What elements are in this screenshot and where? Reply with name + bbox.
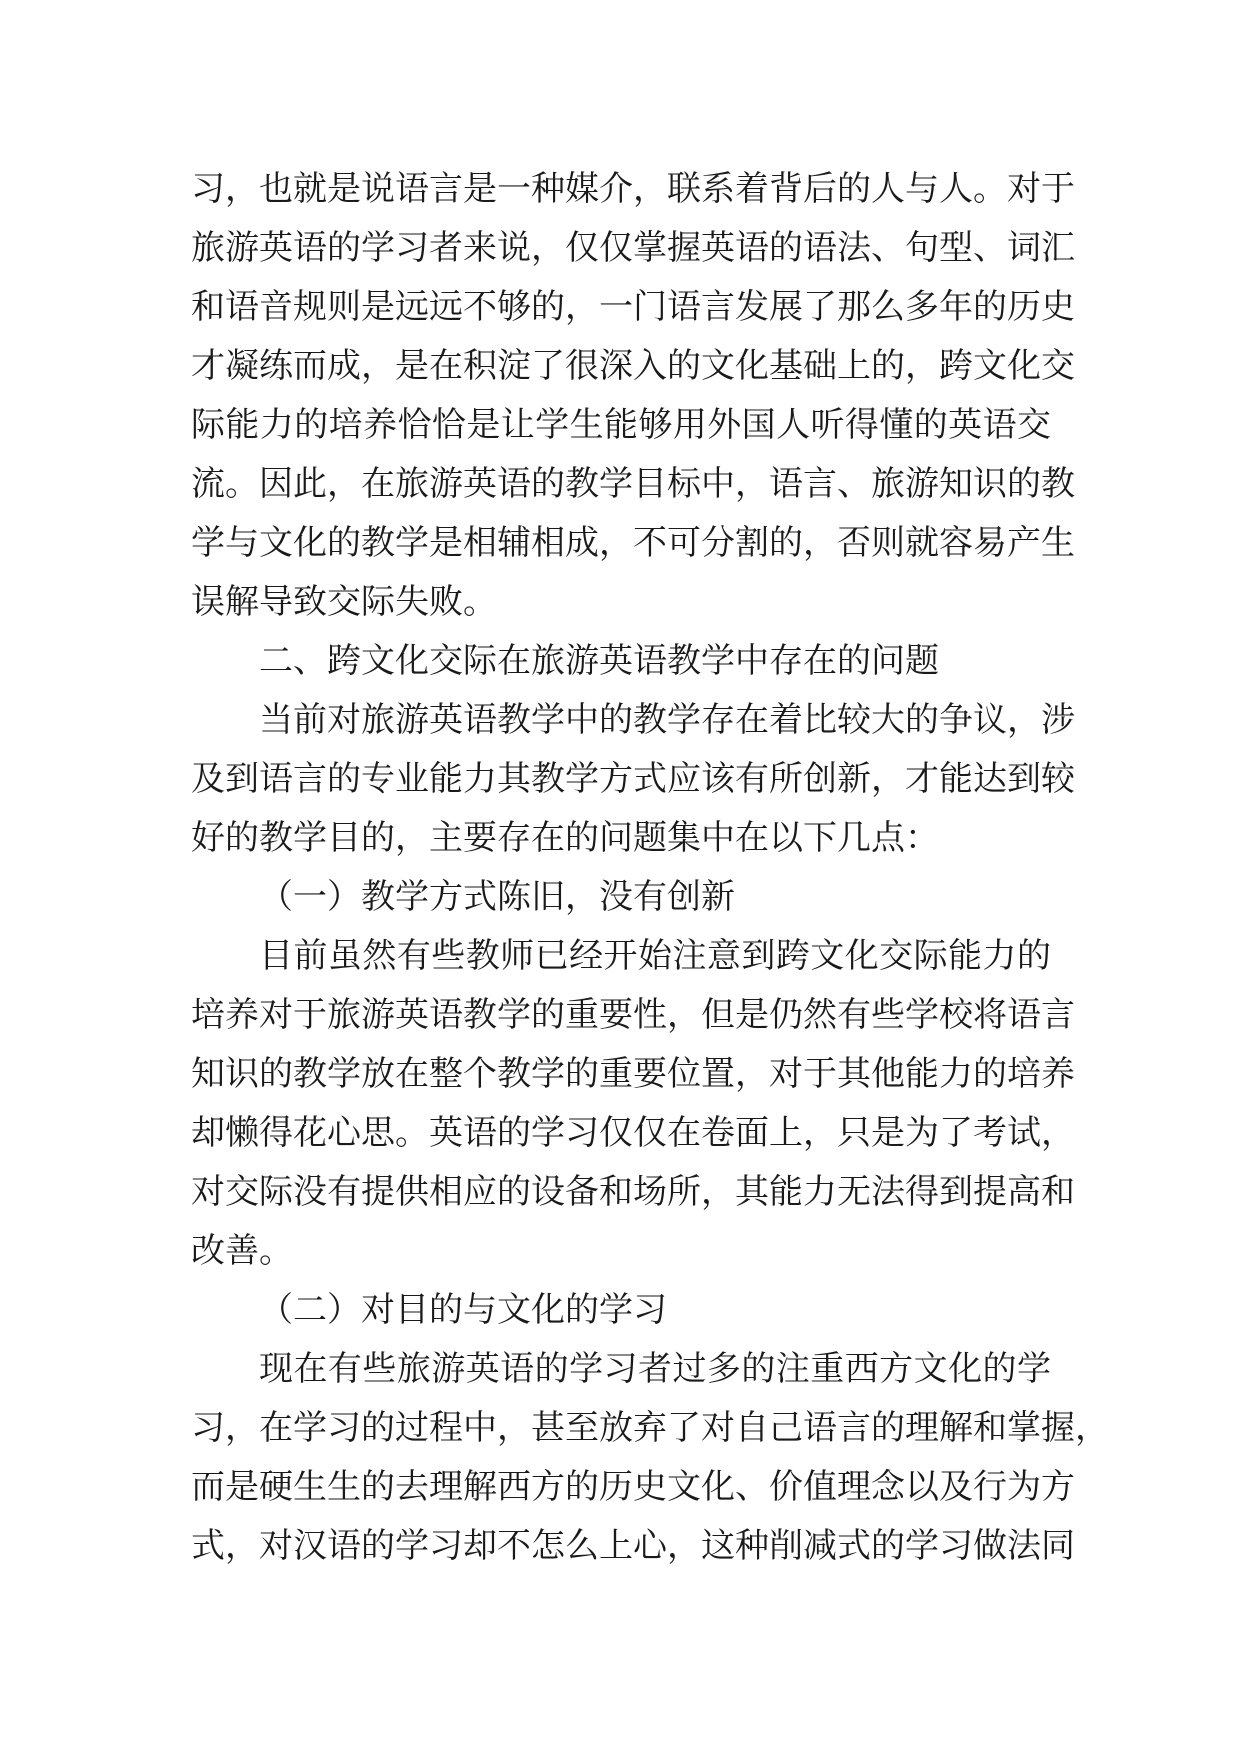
text-line: 知识的教学放在整个教学的重要位置，对于其他能力的培养: [191, 1054, 1075, 1094]
text-line: 流。因此，在旅游英语的教学目标中，语言、旅游知识的教: [191, 464, 1075, 504]
text-line: 培养对于旅游英语教学的重要性，但是仍然有些学校将语言: [191, 995, 1075, 1035]
text-line: 当前对旅游英语教学中的教学存在着比较大的争议，涉: [259, 700, 1075, 740]
text-line: 误解导致交际失败。: [191, 582, 497, 622]
text-line: 及到语言的专业能力其教学方式应该有所创新，才能达到较: [191, 759, 1075, 799]
text-line: 旅游英语的学习者来说，仅仅掌握英语的语法、句型、词汇: [191, 228, 1075, 268]
text-line: 际能力的培养恰恰是让学生能够用外国人听得懂的英语交: [191, 405, 1051, 445]
text-line: 对交际没有提供相应的设备和场所，其能力无法得到提高和: [191, 1172, 1075, 1212]
text-line: 现在有些旅游英语的学习者过多的注重西方文化的学: [259, 1349, 1051, 1389]
text-line: 才凝练而成，是在积淀了很深入的文化基础上的，跨文化交: [191, 346, 1075, 386]
text-line: 而是硬生生的去理解西方的历史文化、价值理念以及行为方: [191, 1467, 1075, 1507]
subsection-heading: （二）对目的与文化的学习: [259, 1290, 667, 1330]
text-line: 却懒得花心思。英语的学习仅仅在卷面上，只是为了考试，: [191, 1113, 1075, 1153]
text-line: 和语音规则是远远不够的，一门语言发展了那么多年的历史: [191, 287, 1075, 327]
text-line: 学与文化的教学是相辅相成，不可分割的，否则就容易产生: [191, 523, 1075, 563]
body-text: [191, 160, 1109, 1576]
text-line: 习，也就是说语言是一种媒介，联系着背后的人与人。对于: [191, 169, 1075, 209]
section-heading: 二、跨文化交际在旅游英语教学中存在的问题: [259, 641, 939, 681]
text-line: 目前虽然有些教师已经开始注意到跨文化交际能力的: [259, 936, 1051, 976]
text-line: 好的教学目的，主要存在的问题集中在以下几点：: [191, 818, 939, 858]
text-line: 习，在学习的过程中，甚至放弃了对自己语言的理解和掌握，: [191, 1408, 1109, 1448]
subsection-heading: （一）教学方式陈旧，没有创新: [259, 877, 735, 917]
text-line: 式，对汉语的学习却不怎么上心，这种削减式的学习做法同: [191, 1526, 1075, 1566]
text-line: 改善。: [191, 1231, 293, 1271]
